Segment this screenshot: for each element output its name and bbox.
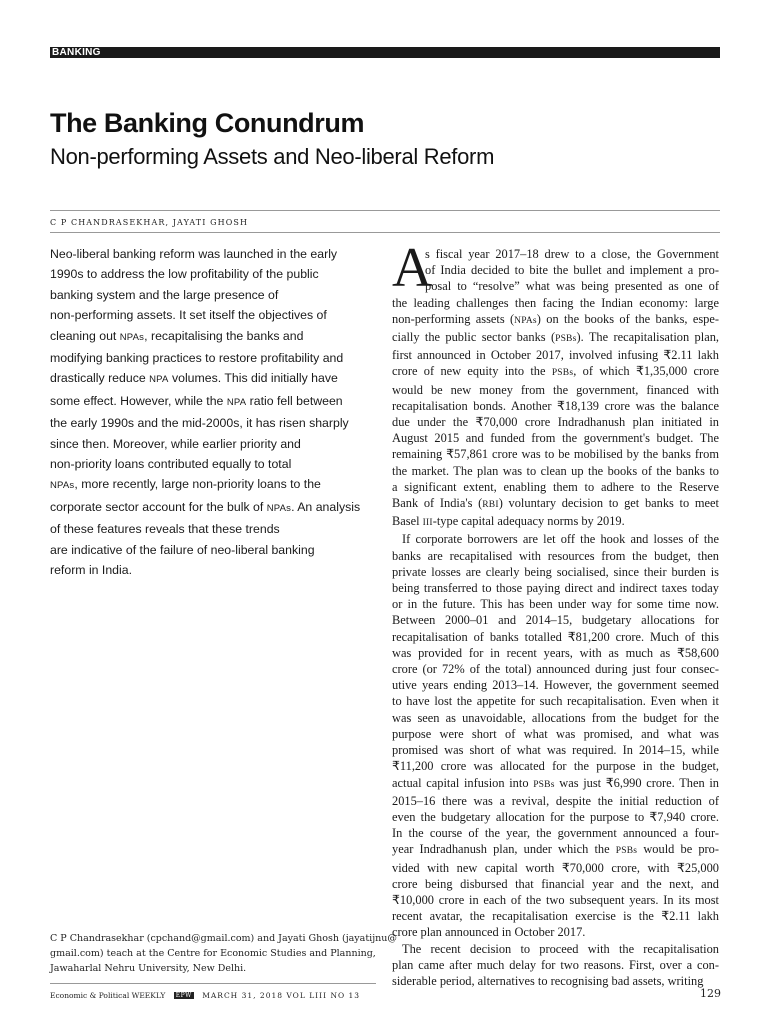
author-byline: C P CHANDRASEKHAR, JAYATI GHOSH bbox=[50, 218, 249, 227]
section-label: BANKING bbox=[52, 47, 101, 58]
body-col-line: crore plan announced in October 2017. bbox=[392, 925, 586, 940]
body-col-line: the leading challenges then facing the Indian economy: large bbox=[392, 295, 719, 310]
body-col-line: August 2015 and funded from the government's budget. The bbox=[392, 431, 719, 446]
body-col-line: first announced in October 2017, involved infusing ₹2.11 lakh bbox=[392, 348, 719, 363]
body-col-line: even the budgetary allocation for the purpose to ₹7,940 crore. bbox=[392, 809, 719, 824]
body-col-line: a significant extent, enabling them to adhere to the Reserve bbox=[392, 479, 719, 494]
body-col-line: due under the ₹70,000 crore Indradhanush plan initiated in bbox=[392, 415, 719, 430]
title-rule bbox=[50, 210, 720, 211]
body-col-line: Bank of India's (RBI) voluntary decision to get banks to meet bbox=[392, 496, 719, 511]
body-col-line: vided with new capital worth ₹70,000 crore, with ₹25,000 bbox=[392, 860, 719, 875]
abstract-line: NPAs, more recently, large non-priority loans to the bbox=[50, 477, 321, 492]
body-col-line: crore being disbursed that financial year and the next, and bbox=[392, 876, 719, 891]
article-title: The Banking Conundrum bbox=[50, 108, 365, 138]
article-body bbox=[392, 237, 719, 989]
body-col-line: siderable period, alternatives to recognising bad assets, writing bbox=[392, 973, 704, 988]
abstract-line: cleaning out NPAs, recapitalising the banks and bbox=[50, 328, 304, 343]
body-col-line: Between 2000–01 and 2014–15, budgetary allocations for bbox=[392, 613, 719, 628]
body-col-line: recapitalisation bonds. Another ₹18,139 crore was the balance bbox=[392, 398, 719, 413]
body-col-line: cially the public sector banks (PSBs). The recapitalisation plan, bbox=[392, 330, 719, 345]
footnote-line: gmail.com) teach at the Centre for Economic Studies and Planning, bbox=[50, 948, 376, 959]
body-col-line: plan came after much delay for two reasons. First, over a con- bbox=[392, 957, 719, 972]
body-col-line: or in the future. This has been under way for some time now. bbox=[392, 597, 719, 612]
issue-dateline: MARCH 31, 2018 VOL LIII NO 13 bbox=[202, 991, 361, 1000]
abstract-line: since then. Moreover, while earlier priority and bbox=[50, 436, 301, 451]
journal-footer bbox=[50, 991, 360, 1000]
abstract-line: Neo-liberal banking reform was launched in the early bbox=[50, 247, 338, 261]
body-col-line: private losses are clearly being socialised, since their burden is bbox=[392, 564, 719, 579]
body-col-line: being transferred to those paying direct and indirect taxes today bbox=[392, 581, 719, 596]
body-col-line: would be new money from the government, financed with bbox=[392, 382, 719, 397]
article-subtitle: Non-performing Assets and Neo-liberal Reform bbox=[50, 144, 495, 169]
abstract bbox=[50, 244, 368, 581]
body-col-line: recapitalisation of banks totalled ₹81,200 crore. Much of this bbox=[392, 629, 719, 644]
body-col-line: non-performing assets (NPAs) on the books of the banks, espe- bbox=[392, 311, 719, 326]
epw-logo: EPW bbox=[175, 992, 192, 999]
body-col-line: utive years ending 2013–14. However, the government seemed bbox=[392, 678, 719, 693]
abstract-line: non-performing assets. It set itself the objectives of bbox=[50, 308, 327, 323]
body-col-line: of India decided to bite the bullet and implement a pro- bbox=[425, 263, 719, 278]
abstract-line: of these features reveals that these trends bbox=[50, 522, 280, 537]
body-col-line: crore of new equity into the PSBs, of which ₹1,35,000 crore bbox=[392, 364, 719, 379]
body-col-line: year Indradhanush plan, under which the PSBs would be pro- bbox=[392, 842, 719, 857]
body-col-line: posal to “resolve” what was being presented as one of bbox=[425, 279, 719, 294]
body-col-line: purpose were short of what was promised, and what was bbox=[392, 726, 719, 741]
body-col-line: crore (or 72% of the total) announced during just four consec- bbox=[392, 662, 719, 677]
abstract-line: 1990s to address the low profitability of the public bbox=[50, 267, 319, 282]
body-col-line: recent avatar, the recapitalisation exercise is the ₹2.11 lakh bbox=[392, 909, 719, 924]
abstract-line: drastically reduce NPA volumes. This did initially have bbox=[50, 371, 338, 386]
footnote-line: Jawaharlal Nehru University, New Delhi. bbox=[50, 963, 247, 974]
abstract-line: corporate sector account for the bulk of NPAs. An analysis bbox=[50, 499, 361, 514]
abstract-line: are indicative of the failure of neo-liberal banking bbox=[50, 542, 315, 557]
body-col-line: 2015–16 there was a revival, despite the initial reduction of bbox=[392, 793, 719, 808]
body-col-line: ₹11,200 crore was allocated for the purpose in the budget, bbox=[392, 759, 719, 774]
abstract-line: non-priority loans contributed equally to total bbox=[50, 457, 292, 472]
body-col-line: to have lost the appetite for such recapitalisation. Even when it bbox=[392, 694, 719, 709]
abstract-line: modifying banking practices to restore profitability and bbox=[50, 351, 344, 366]
drop-cap: A bbox=[392, 237, 433, 299]
body-col-line: actual capital infusion into PSBs was just ₹6,990 crore. Then in bbox=[392, 775, 719, 790]
body-col-line: was seen as unavoidable, allocations from the budget for the bbox=[392, 710, 719, 725]
body-col-line: In the course of the year, the government announced a four- bbox=[392, 826, 719, 841]
byline-rule bbox=[50, 232, 720, 233]
abstract-line: banking system and the large presence of bbox=[50, 287, 279, 302]
footnote-line: C P Chandrasekhar (cpchand@gmail.com) and Jayati Ghosh (jayatijnu@ bbox=[50, 933, 397, 944]
body-col-line: Basel III-type capital adequacy norms by 2019. bbox=[392, 514, 625, 529]
body-col-line: The recent decision to proceed with the recapitalisation bbox=[402, 941, 719, 956]
body-col-line: remaining ₹57,861 crore was to be mobilised by the banks from bbox=[392, 447, 719, 462]
body-col-line: was provided for in recent years, with as much as ₹58,600 bbox=[392, 645, 719, 660]
body-col-line: If corporate borrowers are let off the hook and losses of the bbox=[402, 532, 719, 547]
body-col-line: s fiscal year 2017–18 drew to a close, the Government bbox=[425, 247, 719, 261]
abstract-line: the early 1990s and the mid-2000s, it has risen sharply bbox=[50, 416, 349, 431]
body-col-line: the market. The plan was to clean up the books of the banks to bbox=[392, 463, 719, 478]
body-col-line: ₹10,000 crore in each of the two subsequent years. In its most bbox=[392, 892, 719, 907]
footer-rule bbox=[50, 983, 376, 984]
section-bar bbox=[50, 47, 720, 58]
page-number: 129 bbox=[700, 987, 721, 1000]
author-footnote bbox=[50, 931, 397, 976]
journal-name: Economic & Political WEEKLY bbox=[50, 991, 166, 1000]
abstract-line: reform in India. bbox=[50, 563, 133, 578]
body-col-line: banks are recapitalised with resources from the budget, then bbox=[392, 548, 719, 563]
abstract-line: some effect. However, while the NPA ratio fell between bbox=[50, 393, 343, 408]
body-col-line: promised was short of what was required. In 2014–15, while bbox=[392, 743, 719, 758]
